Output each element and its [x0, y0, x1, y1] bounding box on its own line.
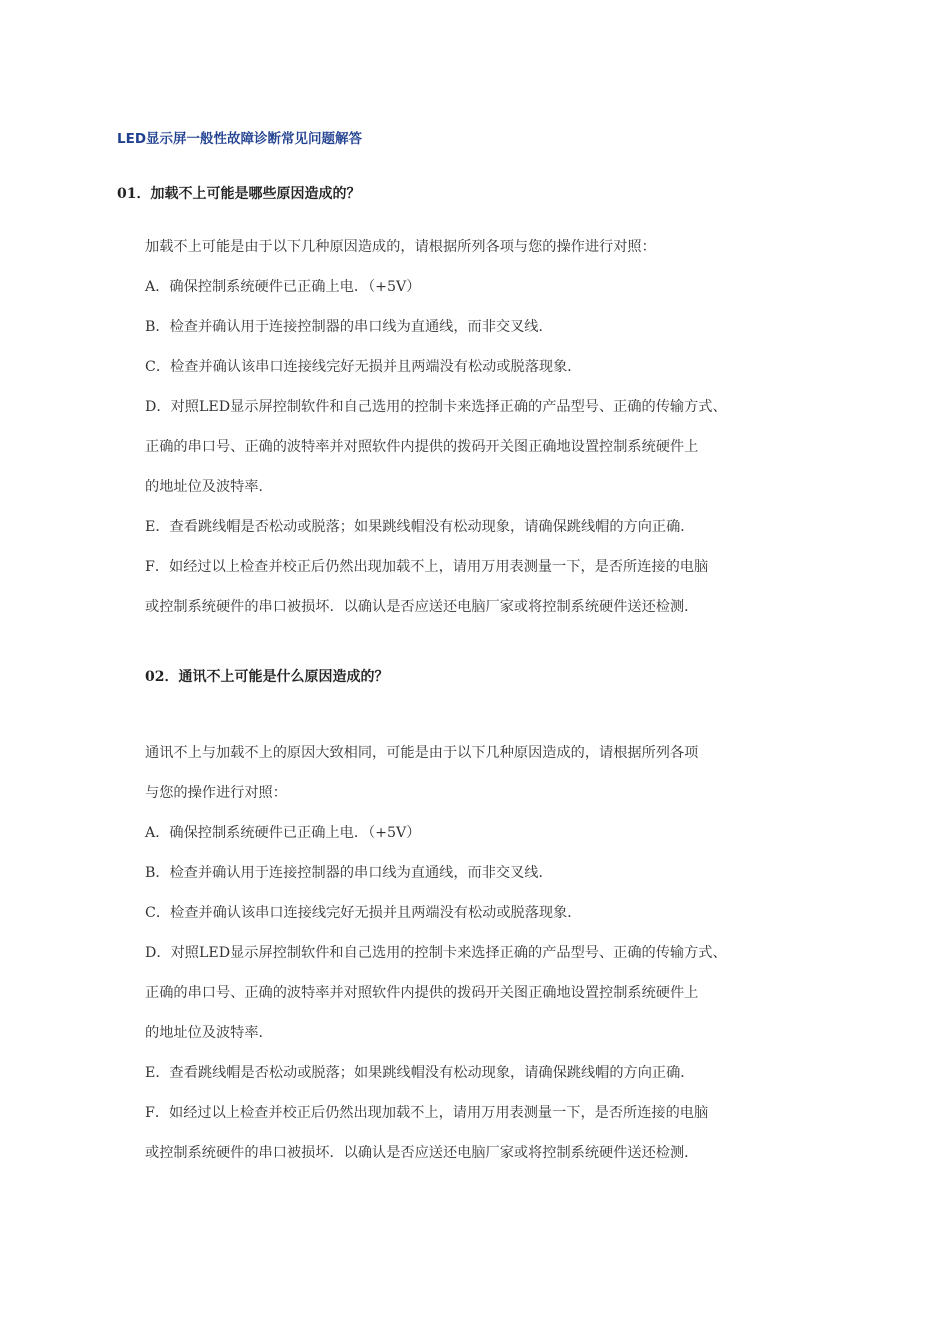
section-1-line: 加载不上可能是由于以下几种原因造成的，请根据所列各项与您的操作进行对照： — [145, 239, 656, 255]
section-2-item-f: F．如经过以上检查并校正后仍然出现加载不上，请用万用表测量一下，是否所连接的电脑 — [145, 1105, 709, 1121]
section-2-body — [145, 733, 835, 1173]
document-title: LED显示屏一般性故障诊断常见问题解答 — [117, 131, 363, 147]
section-2-line: 通讯不上与加载不上的原因大致相同，可能是由于以下几种原因造成的，请根据所列各项 — [145, 745, 699, 761]
section-2-item-e: E．查看跳线帽是否松动或脱落；如果跳线帽没有松动现象，请确保跳线帽的方向正确． — [145, 1065, 695, 1081]
section-2-item-d-cont: 的地址位及波特率． — [145, 1025, 273, 1041]
section-1-body — [145, 227, 835, 627]
section-2-item-a: A．确保控制系统硬件已正确上电．（+5V） — [145, 825, 421, 841]
section-2-line-cont: 与您的操作进行对照： — [145, 785, 287, 801]
section-1-item-d-cont: 的地址位及波特率． — [145, 479, 273, 495]
section-1-item-d-cont: 正确的串口号、正确的波特率并对照软件内提供的拨码开关图正确地设置控制系统硬件上 — [145, 439, 699, 455]
section-2-item-c: C．检查并确认该串口连接线完好无损并且两端没有松动或脱落现象． — [145, 905, 582, 921]
section-2-item-d: D．对照LED显示屏控制软件和自己选用的控制卡来选择正确的产品型号、正确的传输方式、 — [145, 945, 727, 961]
section-2-heading: 02．通讯不上可能是什么原因造成的？ — [145, 669, 389, 685]
section-1-item-e: E．查看跳线帽是否松动或脱落；如果跳线帽没有松动现象，请确保跳线帽的方向正确． — [145, 519, 695, 535]
section-1-item-f-cont: 或控制系统硬件的串口被损坏．以确认是否应送还电脑厂家或将控制系统硬件送还检测． — [145, 599, 699, 615]
section-1-item-b: B．检查并确认用于连接控制器的串口线为直通线，而非交叉线． — [145, 319, 553, 335]
section-1-heading: 01．加载不上可能是哪些原因造成的？ — [117, 186, 361, 202]
section-2-item-b: B．检查并确认用于连接控制器的串口线为直通线，而非交叉线． — [145, 865, 553, 881]
section-1-item-c: C．检查并确认该串口连接线完好无损并且两端没有松动或脱落现象． — [145, 359, 582, 375]
section-1-item-f: F．如经过以上检查并校正后仍然出现加载不上，请用万用表测量一下，是否所连接的电脑 — [145, 559, 709, 575]
section-1-item-a: A．确保控制系统硬件已正确上电．（+5V） — [145, 279, 421, 295]
section-2-item-f-cont: 或控制系统硬件的串口被损坏．以确认是否应送还电脑厂家或将控制系统硬件送还检测． — [145, 1145, 699, 1161]
section-1-item-d: D．对照LED显示屏控制软件和自己选用的控制卡来选择正确的产品型号、正确的传输方式、 — [145, 399, 727, 415]
section-2-item-d-cont: 正确的串口号、正确的波特率并对照软件内提供的拨码开关图正确地设置控制系统硬件上 — [145, 985, 699, 1001]
